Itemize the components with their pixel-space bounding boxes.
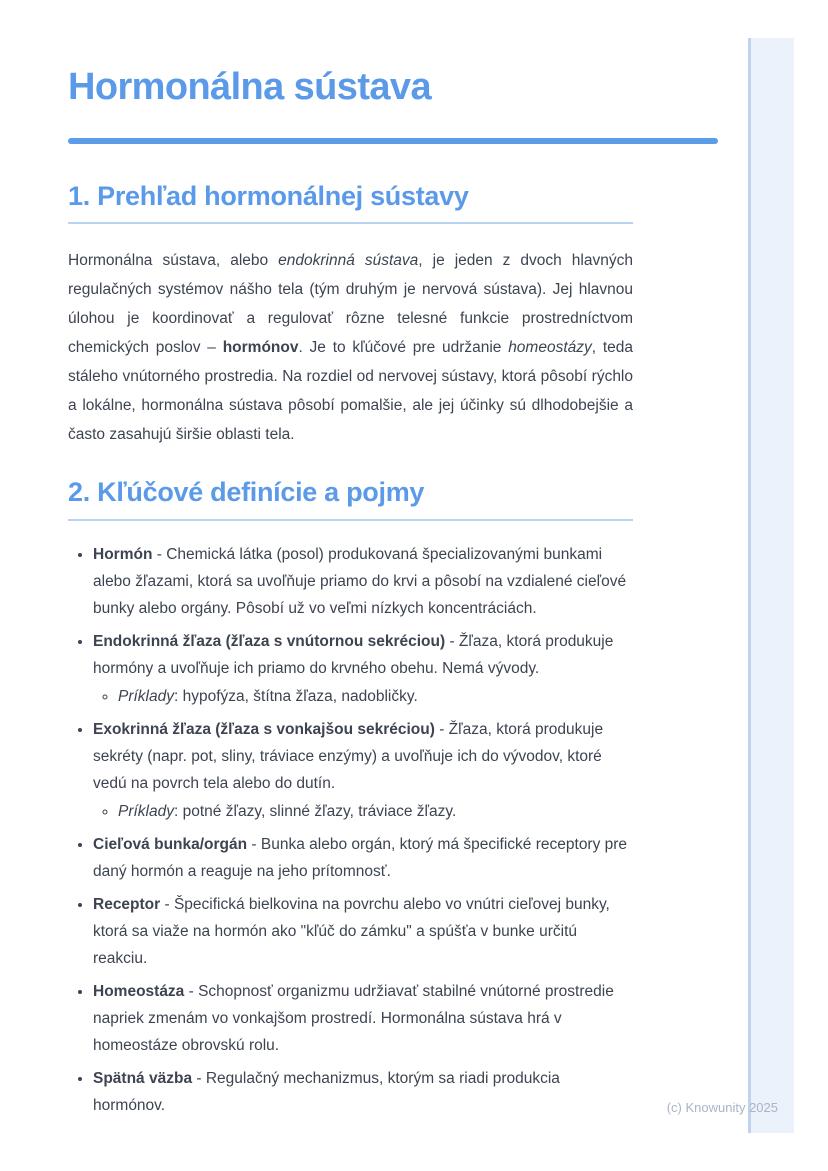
title-divider	[68, 138, 718, 144]
intro-text-segment: hormónov	[222, 339, 299, 357]
definition-term: Cieľová bunka/orgán	[93, 836, 248, 853]
section-heading-overview: 1. Prehľad hormonálnej sústavy	[68, 180, 469, 211]
page-title: Hormonálna sústava	[68, 66, 431, 108]
intro-text-segment: endokrinná sústava	[278, 252, 419, 270]
definition-example-list	[93, 798, 633, 825]
intro-paragraph	[68, 246, 633, 449]
definition-text: - Chemická látka (posol) produkovaná špecializovanými bunkami alebo žľazami, ktorá sa uvoľňuje priamo do krvi a pôsobí na vzdialené cieľové bunky alebo orgány. Pôsobí už vo veľmi nízkych koncentráciách.	[93, 546, 627, 617]
definition-text: - Žľaza, ktorá produkuje sekréty (napr. pot, sliny, tráviace enzýmy) a uvoľňuje ich do vývodov, ktoré vedú na povrch tela alebo do dutín.	[93, 721, 604, 792]
page-edge-highlight-bar	[748, 38, 794, 1133]
list-item	[93, 1065, 633, 1119]
definitions-list	[68, 541, 633, 1119]
intro-text-segment: , teda stáleho vnútorného prostredia. Na rozdiel od nervovej sústavy, ktorá pôsobí rýchlo a lokálne, hormonálna sústava pôsobí pomalšie, ale jej účinky sú dlhodobejšie a často zasahujú širšie oblasti tela.	[68, 339, 634, 444]
list-item	[93, 716, 633, 825]
list-item	[93, 541, 633, 622]
definition-example-list	[93, 683, 633, 710]
list-item	[93, 978, 633, 1059]
intro-text-segment: . Je to kľúčové pre udržanie	[298, 339, 509, 357]
section-heading-definitions: 2. Kľúčové definície a pojmy	[68, 477, 425, 508]
copyright-footer: (c) Knowunity 2025	[666, 1100, 778, 1115]
definition-term: Endokrinná žľaza (žľaza s vnútornou sekréciou)	[93, 633, 446, 650]
example-text: : hypofýza, štítna žľaza, nadobličky.	[174, 688, 418, 705]
section-divider	[68, 519, 633, 521]
definition-text: - Schopnosť organizmu udržiavať stabilné vnútorné prostredie napriek zmenám vo vonkajšom prostredí. Hormonálna sústava hrá v homeostáze obrovskú rolu.	[93, 983, 614, 1054]
definition-term: Spätná väzba	[93, 1070, 193, 1087]
example-item	[118, 683, 633, 710]
definition-term: Hormón	[93, 546, 153, 563]
definition-text: - Špecifická bielkovina na povrchu alebo vo vnútri cieľovej bunky, ktorá sa viaže na hormón ako "kľúč do zámku" a spúšťa v bunke určitú reakciu.	[93, 896, 610, 967]
definition-term: Homeostáza	[93, 983, 185, 1000]
example-label: Príklady	[118, 688, 174, 705]
definition-term: Receptor	[93, 896, 161, 913]
definition-text: - Regulačný mechanizmus, ktorým sa riadi produkcia hormónov.	[93, 1070, 560, 1114]
definition-term: Exokrinná žľaza (žľaza s vonkajšou sekréciou)	[93, 721, 435, 738]
section-divider	[68, 222, 633, 224]
example-item	[118, 798, 633, 825]
intro-text-segment: Hormonálna sústava, alebo	[68, 252, 279, 270]
definition-text: - Žľaza, ktorá produkuje hormóny a uvoľňuje ich priamo do krvného obehu. Nemá vývody.	[93, 633, 614, 677]
list-item	[93, 891, 633, 972]
list-item	[93, 831, 633, 885]
example-text: : potné žľazy, slinné žľazy, tráviace žľazy.	[174, 803, 457, 820]
intro-text-segment: homeostázy	[508, 339, 592, 357]
example-label: Príklady	[118, 803, 174, 820]
list-item	[93, 628, 633, 710]
definition-text: - Bunka alebo orgán, ktorý má špecifické receptory pre daný hormón a reaguje na jeho prítomnosť.	[93, 836, 628, 880]
page-content	[68, 0, 633, 1119]
intro-text-segment: , je jeden z dvoch hlavných regulačných systémov nášho tela (tým druhým je nervová sústava). Jej hlavnou úlohou je koordinovať a regulovať rôzne telesné funkcie prostredníctvom chemických poslov –	[68, 252, 633, 357]
